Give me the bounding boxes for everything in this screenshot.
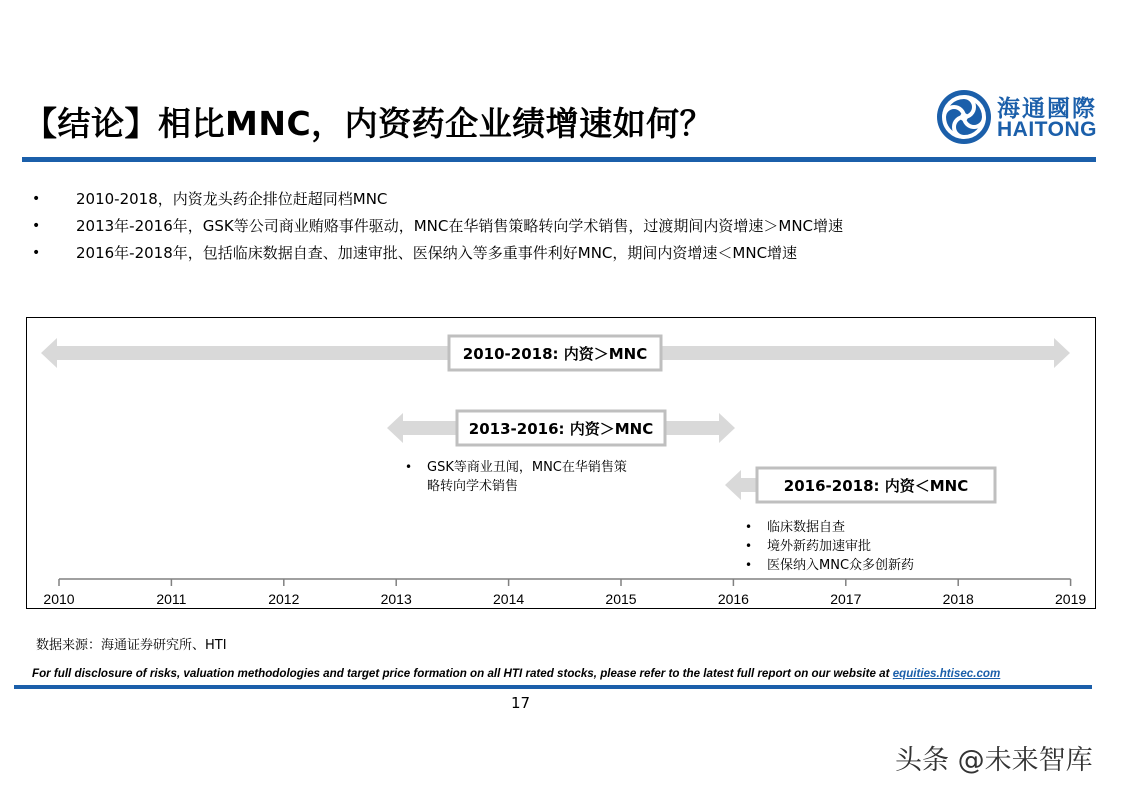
axis-tick-label: 2017 [830,591,862,607]
bullet-item: • 2016年-2018年，包括临床数据自查、加速审批、医保纳入等多重事件利好MNC，期间内资增速＜MNC增速 [30,240,843,267]
title-divider [22,157,1096,162]
note-bullet: • [745,539,753,553]
axis-tick-label: 2015 [605,591,637,607]
axis-tick-label: 2012 [268,591,300,607]
disclosure-link[interactable]: equities.htisec.com [892,667,1001,680]
axis-tick-label: 2013 [380,591,412,607]
period-label: 2016-2018: 内资＜MNC [783,477,969,495]
note-text: 境外新药加速审批 [767,539,872,554]
footer-divider [14,685,1092,689]
note-text: 医保纳入MNC众多创新药 [767,558,915,573]
period-label: 2013-2016: 内资＞MNC [468,420,654,438]
page-title: 【结论】相比MNC，内资药企业绩增速如何？ [24,104,714,143]
period-label: 2010-2018: 内资＞MNC [462,345,648,363]
note-bullet: • [745,558,753,572]
axis-tick-label: 2019 [1055,591,1087,607]
logo-text-chinese: 海通國際 [997,96,1097,122]
axis-tick-label: 2016 [717,591,749,607]
bullet-item: • 2013年-2016年，GSK等公司商业贿赂事件驱动，MNC在华销售策略转向学术销售，过渡期间内资增速＞MNC增速 [30,213,843,240]
note-text: GSK等商业丑闻，MNC在华销售策 [427,460,627,475]
bullet-item: • 2010-2018，内资龙头药企排位赶超同档MNC [30,186,843,213]
axis-tick-label: 2014 [493,591,525,607]
note-bullet: • [405,460,413,474]
note-text: 略转向学术销售 [427,479,519,494]
page-number: 17 [511,694,531,712]
data-source: 数据来源：海通证券研究所、HTI [36,638,227,653]
axis-tick-label: 2011 [156,591,187,607]
axis-tick-label: 2010 [43,591,75,607]
haitong-logo [935,88,1095,148]
watermark: 头条 @未来智库 [895,745,1093,776]
haitong-emblem-icon [935,88,993,146]
logo-text-english: HAITONG [997,118,1097,141]
timeline-svg [27,318,1095,608]
disclosure-text [32,667,1000,680]
note-text: 临床数据自查 [767,520,846,535]
disclosure-body: For full disclosure of risks, valuation methodologies and target price formation on all HTI rated stocks, please refer to the latest full report on our website at [32,667,893,680]
axis-tick-label: 2018 [942,591,974,607]
timeline-chart [26,317,1096,609]
summary-bullets [30,186,843,267]
note-bullet: • [745,520,753,534]
